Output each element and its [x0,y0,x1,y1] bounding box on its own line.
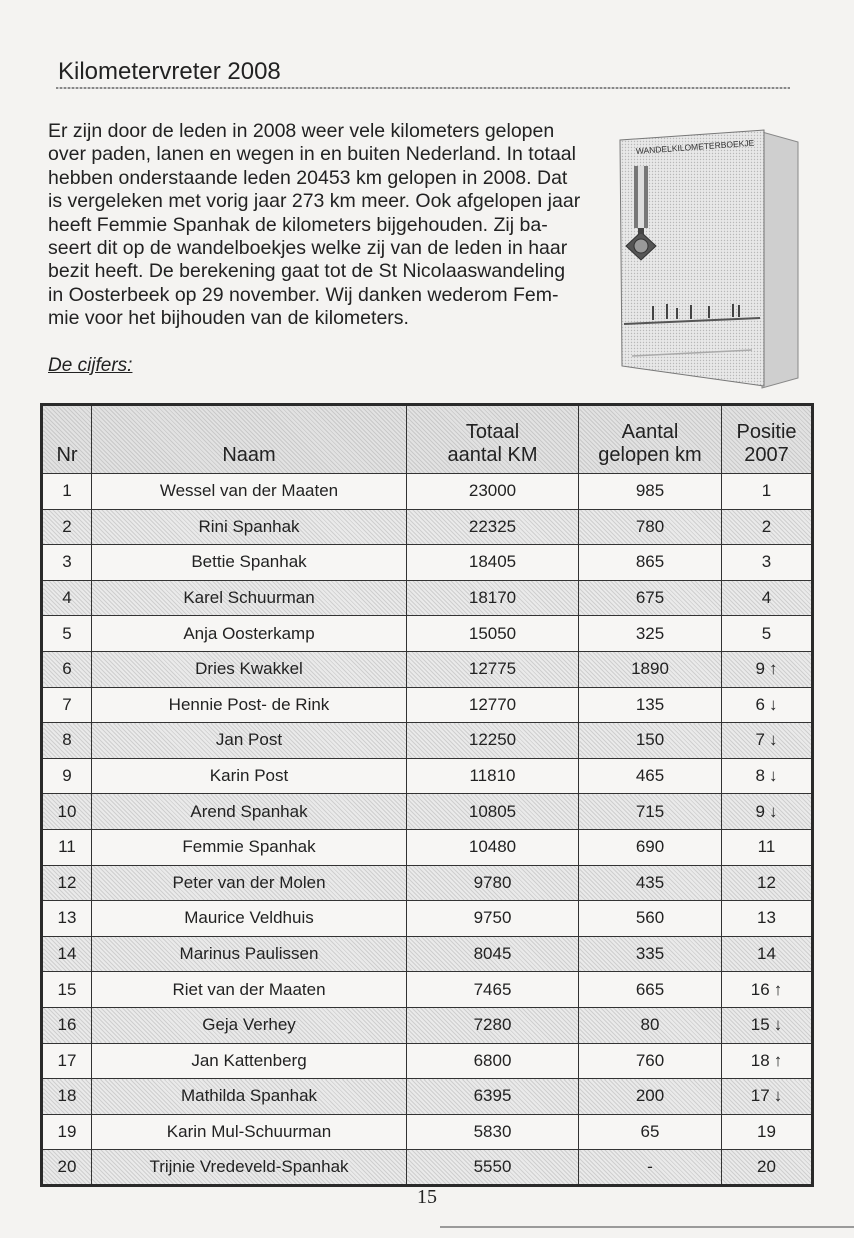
header-totaal: Totaal aantal KM [407,405,579,474]
cell-nr: 10 [42,794,92,830]
cell-naam: Hennie Post- de Rink [92,687,407,723]
cell-naam: Karel Schuurman [92,580,407,616]
cell-totaal: 6395 [407,1079,579,1115]
cell-nr: 20 [42,1150,92,1186]
arrow-up-icon: ↑ [773,1050,783,1070]
cell-positie: 12 [722,865,813,901]
kilometer-table [40,403,814,1187]
header-nr: Nr [42,405,92,474]
cell-naam: Trijnie Vredeveld-Spanhak [92,1150,407,1186]
intro-line: seert dit op de wandelboekjes welke zij van de leden in haar [48,237,568,260]
cell-gelopen: 690 [579,829,722,865]
cell-naam: Maurice Veldhuis [92,901,407,937]
cell-naam: Dries Kwakkel [92,651,407,687]
intro-line: Er zijn door de leden in 2008 weer vele kilometers gelopen [48,120,555,142]
cell-gelopen: 715 [579,794,722,830]
cell-positie: 19 [722,1114,813,1150]
table-row [42,580,813,616]
table-row [42,794,813,830]
arrow-down-icon: ↓ [768,766,778,786]
intro-line: over paden, lanen en wegen in en buiten Nederland. In totaal [48,143,576,166]
table-row [42,1114,813,1150]
arrow-down-icon: ↓ [768,801,778,821]
cell-gelopen: 665 [579,972,722,1008]
arrow-down-icon: ↓ [773,1086,783,1106]
intro-line: in Oosterbeek op 29 november. Wij danken wederom Fem- [48,283,559,306]
cell-positie: 4 [722,580,813,616]
cell-naam: Femmie Spanhak [92,829,407,865]
cell-gelopen: 760 [579,1043,722,1079]
booklet-title: WANDELKILOMETERBOEKJE [635,137,755,156]
cell-naam: Mathilda Spanhak [92,1079,407,1115]
cell-positie: 16 ↑ [722,972,813,1008]
cell-nr: 3 [42,545,92,581]
cell-positie: 11 [722,829,813,865]
table-row [42,865,813,901]
header-naam: Naam [92,405,407,474]
cell-naam: Wessel van der Maaten [92,474,407,510]
cell-gelopen: 560 [579,901,722,937]
header-gelopen: Aantal gelopen km [579,405,722,474]
cell-nr: 18 [42,1079,92,1115]
cell-totaal: 10805 [407,794,579,830]
cell-totaal: 22325 [407,509,579,545]
intro-line: heeft Femmie Spanhak de kilometers bijgehouden. Zij ba- [48,213,548,236]
cell-nr: 14 [42,936,92,972]
cell-positie: 3 [722,545,813,581]
cell-gelopen: 435 [579,865,722,901]
cell-gelopen: 150 [579,723,722,759]
page-number: 15 [417,1186,437,1208]
cell-naam: Jan Post [92,723,407,759]
cell-nr: 4 [42,580,92,616]
cell-totaal: 15050 [407,616,579,652]
cell-naam: Anja Oosterkamp [92,616,407,652]
cell-gelopen: 325 [579,616,722,652]
arrow-down-icon: ↓ [768,730,778,750]
cell-totaal: 11810 [407,758,579,794]
intro-paragraph [48,120,616,331]
table-row [42,1150,813,1186]
cell-gelopen: 135 [579,687,722,723]
cell-positie: 9 ↓ [722,794,813,830]
cell-totaal: 5830 [407,1114,579,1150]
header-positie: Positie 2007 [722,405,813,474]
bottom-rule [440,1226,854,1228]
cell-positie: 9 ↑ [722,651,813,687]
cell-totaal: 23000 [407,474,579,510]
table-row [42,1007,813,1043]
cell-totaal: 8045 [407,936,579,972]
intro-line: bezit heeft. De berekening gaat tot de St Nicolaaswandeling [48,260,566,283]
cell-nr: 17 [42,1043,92,1079]
table-row [42,1043,813,1079]
cell-positie: 15 ↓ [722,1007,813,1043]
cell-gelopen: 335 [579,936,722,972]
cell-gelopen: 80 [579,1007,722,1043]
table-row [42,723,813,759]
cell-naam: Geja Verhey [92,1007,407,1043]
cell-gelopen: 865 [579,545,722,581]
table-row [42,651,813,687]
cell-positie: 2 [722,509,813,545]
cell-totaal: 9750 [407,901,579,937]
table-row [42,474,813,510]
cell-totaal: 5550 [407,1150,579,1186]
arrow-down-icon: ↓ [768,694,778,714]
cell-nr: 15 [42,972,92,1008]
cell-nr: 5 [42,616,92,652]
cell-nr: 19 [42,1114,92,1150]
cell-positie: 5 [722,616,813,652]
cell-naam: Karin Mul-Schuurman [92,1114,407,1150]
cell-naam: Rini Spanhak [92,509,407,545]
cell-totaal: 7280 [407,1007,579,1043]
cell-gelopen: 675 [579,580,722,616]
title-rule [56,87,790,89]
cell-naam: Riet van der Maaten [92,972,407,1008]
cell-positie: 20 [722,1150,813,1186]
cell-positie: 14 [722,936,813,972]
table-row [42,616,813,652]
cell-totaal: 6800 [407,1043,579,1079]
cell-nr: 13 [42,901,92,937]
cell-nr: 8 [42,723,92,759]
cell-nr: 6 [42,651,92,687]
table-header-row [42,405,813,474]
cell-gelopen: 985 [579,474,722,510]
table-row [42,901,813,937]
cell-totaal: 12250 [407,723,579,759]
cell-totaal: 12770 [407,687,579,723]
table-row [42,545,813,581]
cell-positie: 1 [722,474,813,510]
table-row [42,758,813,794]
table-row [42,829,813,865]
cell-positie: 8 ↓ [722,758,813,794]
arrow-up-icon: ↑ [773,979,783,999]
cell-nr: 9 [42,758,92,794]
table-row [42,936,813,972]
cell-gelopen: 200 [579,1079,722,1115]
cell-nr: 2 [42,509,92,545]
cell-naam: Jan Kattenberg [92,1043,407,1079]
cell-positie: 7 ↓ [722,723,813,759]
cell-nr: 7 [42,687,92,723]
cell-naam: Karin Post [92,758,407,794]
table-row [42,509,813,545]
cell-gelopen: 465 [579,758,722,794]
cell-nr: 16 [42,1007,92,1043]
cell-nr: 12 [42,865,92,901]
intro-line: hebben onderstaande leden 20453 km gelopen in 2008. Dat [48,166,568,189]
cell-positie: 13 [722,901,813,937]
cell-naam: Marinus Paulissen [92,936,407,972]
table-row [42,687,813,723]
cell-naam: Peter van der Molen [92,865,407,901]
page-title: Kilometervreter 2008 [58,58,281,85]
intro-line: mie voor het bijhouden van de kilometers. [48,307,409,330]
cell-positie: 18 ↑ [722,1043,813,1079]
cell-totaal: 18405 [407,545,579,581]
cell-totaal: 12775 [407,651,579,687]
cell-positie: 6 ↓ [722,687,813,723]
cell-totaal: 7465 [407,972,579,1008]
table-row [42,972,813,1008]
booklet-image [612,128,800,390]
intro-line: is vergeleken met vorig jaar 273 km meer. Ook afgelopen jaar [48,190,581,213]
subheading: De cijfers: [48,355,133,376]
cell-totaal: 9780 [407,865,579,901]
cell-nr: 11 [42,829,92,865]
cell-naam: Bettie Spanhak [92,545,407,581]
cell-gelopen: 780 [579,509,722,545]
cell-naam: Arend Spanhak [92,794,407,830]
cell-positie: 17 ↓ [722,1079,813,1115]
arrow-down-icon: ↓ [773,1015,783,1035]
cell-gelopen: - [579,1150,722,1186]
cell-totaal: 18170 [407,580,579,616]
cell-nr: 1 [42,474,92,510]
cell-totaal: 10480 [407,829,579,865]
table-row [42,1079,813,1115]
cell-gelopen: 65 [579,1114,722,1150]
arrow-up-icon: ↑ [768,659,778,679]
cell-gelopen: 1890 [579,651,722,687]
